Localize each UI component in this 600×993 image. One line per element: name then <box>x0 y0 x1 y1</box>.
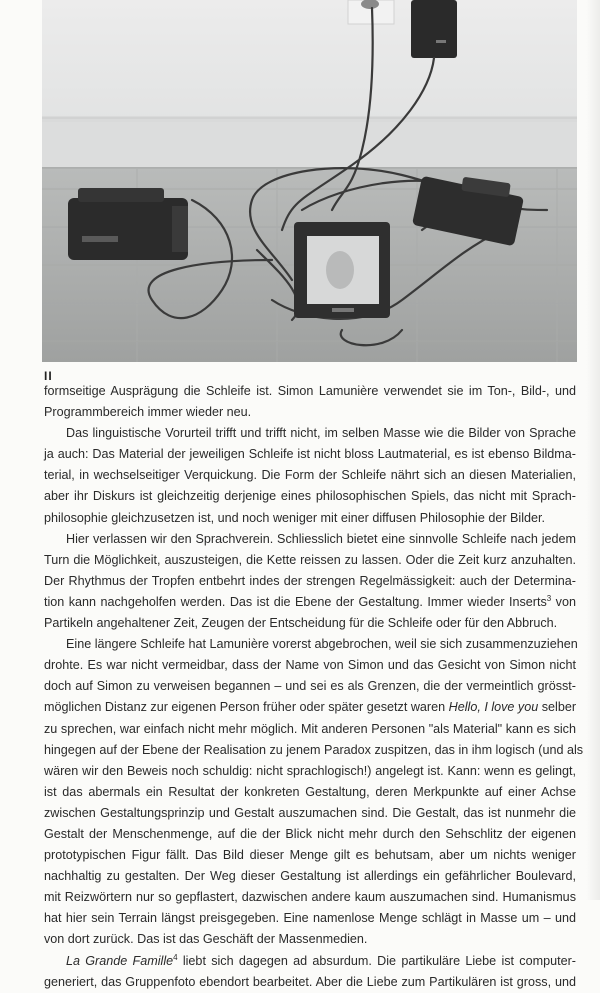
text-fragment: selber <box>538 700 577 715</box>
text-line: ja auch: Das Material der jeweiligen Schleife ist nicht bloss Lautmaterial, es ist ebenso Bildma- <box>44 447 576 462</box>
text-line <box>44 697 576 718</box>
paragraph <box>44 423 576 528</box>
italic-title: La Grande Famille <box>66 953 174 968</box>
photo-scene <box>42 0 577 362</box>
body-text <box>44 381 584 993</box>
paragraph <box>44 634 584 950</box>
figure-photo <box>42 0 577 362</box>
text-line: generiert, das Gruppenfoto ebendort bearbeitet. Aber die Liebe zum Partikulären ist gross, und <box>44 974 576 989</box>
page-gutter-shadow <box>586 0 600 900</box>
camcorder <box>68 188 188 260</box>
text-line <box>44 951 576 972</box>
text-line: terial, in wechselseitiger Verquickung. Die Form der Schleife nährt sich an diesen Materialien, <box>44 468 576 483</box>
text-line: hingegen auf der Ebene der Realisation zu jenem Paradox zuspitzen, das in ihm logisch (und als <box>44 742 584 757</box>
text-line: aber ihr Diskurs ist gleichzeitig derjenige eines philosophischen Spiels, das nicht mit Sprach- <box>44 489 576 504</box>
text-line: Das linguistische Vorurteil trifft und trifft nicht, im selben Masse wie die Bilder von Sprache <box>66 426 576 441</box>
text-line: hat hier sein Terrain längst preisgegeben. Eine namenlose Menge schlägt in Masse um – und <box>44 911 576 926</box>
paragraph <box>44 529 576 634</box>
text-line: mit Reizwörtern nur so gepflastert, dazwischen andere kaum auszumachen sind. Humanismus <box>44 890 576 905</box>
text-fragment: liebt sich dagegen ad absurdum. Die partikuläre Liebe ist computer- <box>177 953 576 968</box>
text-line: Hier verlassen wir den Sprachverein. Schliesslich bietet eine sinnvolle Schleife nach jedem <box>66 531 576 546</box>
text-line: zu sprechen, war einfach nicht mehr möglich. Mit anderen Personen "als Material" kann es sich <box>44 721 576 736</box>
text-fragment: tion kann nachgeholfen werden. Das ist die Ebene der Gestaltung. Immer wieder Inserts <box>44 594 547 609</box>
footnote-ref[interactable]: 3 <box>546 593 552 603</box>
paragraph <box>44 381 576 423</box>
paragraph <box>44 951 576 993</box>
text-line: wären wir den Beweis noch schuldig: nicht sprachlogisch!) angelegt ist. Kann: wenn es gelingt, <box>44 763 576 778</box>
text-line: drohte. Es war nicht vermeidbar, dass der Name von Simon und das Gesicht von Simon nicht <box>44 658 576 673</box>
text-line: ist das abermals ein Resultat der konkreten Gestaltung, deren Merkpunkte auf einer Achse <box>44 784 576 799</box>
text-line: prototypischen Figur fällt. Das Bild dieser Menge gilt es behutsam, aber um nichts weniger <box>44 848 576 863</box>
text-line <box>44 592 576 613</box>
text-line: zwischen Gestaltungsprinzip und Gestalt auszumachen sind. Die Gestalt, das ist nunmehr die <box>44 805 576 820</box>
text-line: von dort zurück. Das ist das Geschäft der Massenmedien. <box>44 932 368 947</box>
text-line: doch auf Simon zu verweisen begannen – und sei es als Grenzen, die der vermeintlich grösst- <box>44 679 576 694</box>
text-line: Turn die Möglichkeit, auszusteigen, die Kette reissen zu lassen. Oder die Zeit kurz anzuhalten. <box>44 552 576 567</box>
footnote-ref[interactable]: 4 <box>173 952 178 962</box>
text-line: Der Rhythmus der Tropfen entbehrt indes der strengen Regelmässigkeit: auch der Determina- <box>44 573 576 588</box>
italic-quote: Hello, I love you <box>448 700 539 715</box>
text-fragment: von <box>551 594 576 609</box>
text-line: Programmbereich immer wieder neu. <box>44 405 252 420</box>
text-line: Gestalt der Menschenmenge, auf die der Blick nicht mehr durch den Sehschlitz der eigenen <box>44 826 576 841</box>
text-line: Partikeln angehaltener Zeit, Zeugen der Entscheidung für die Schleife oder für den Abbruch. <box>44 616 558 631</box>
text-fragment: möglichen Distanz zur eigenen Person früher oder später gesetzt waren <box>44 700 446 715</box>
text-line: Eine längere Schleife hat Lamunière vorerst abgebrochen, weil sie sich zusammenzuziehen <box>66 637 578 652</box>
figure-marker: II <box>44 369 53 383</box>
text-line: nachhaltig zu gestalten. Der Weg dieser Gestaltung ist allerdings ein gefährlicher Boulevard, <box>44 869 576 884</box>
portable-tv <box>294 222 390 318</box>
text-line: formseitige Ausprägung die Schleife ist. Simon Lamunière verwendet sie im Ton-, Bild-, und <box>44 384 576 398</box>
text-line: philosophie gleichzusetzen ist, und noch weniger mit einer diffusen Philosophie der Bilder. <box>44 510 546 525</box>
